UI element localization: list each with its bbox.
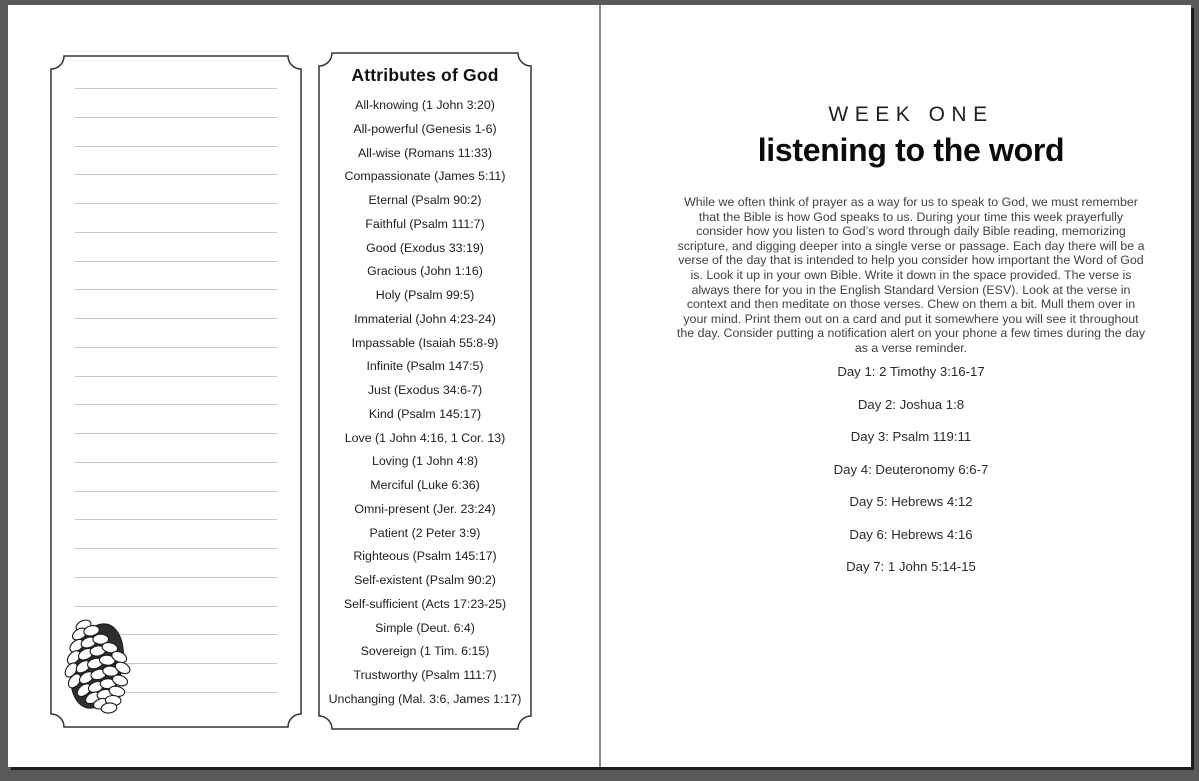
- attribute-item: Self-existent (Psalm 90:2): [354, 573, 496, 587]
- attribute-item: Gracious (John 1:16): [367, 264, 483, 279]
- ruled-line: [75, 347, 277, 348]
- ruled-line: [75, 117, 277, 118]
- ruled-line: [75, 376, 277, 377]
- attribute-item: Kind (Psalm 145:17): [368, 406, 482, 421]
- day-item: Day 2: Joshua 1:8: [857, 396, 965, 412]
- attribute-item: Righteous (Psalm 145:17): [353, 549, 497, 564]
- attributes-panel: [318, 52, 532, 730]
- day-item: Day 6: Hebrews 4:16: [849, 526, 973, 542]
- ruled-line: [75, 203, 277, 204]
- ruled-line: [75, 261, 277, 262]
- attribute-item: Loving (1 John 4:8): [371, 454, 479, 469]
- week-kicker: WEEK ONE: [828, 103, 994, 126]
- attribute-item: Just (Exodus 34:6-7): [367, 383, 483, 397]
- day-item: Day 5: Hebrews 4:12: [849, 494, 973, 509]
- attribute-item: Compassionate (James 5:11): [344, 169, 506, 184]
- ruled-line: [75, 232, 277, 233]
- day-item: Day 7: 1 John 5:14-15: [846, 559, 976, 574]
- attributes-list: [318, 94, 532, 712]
- attribute-item: All-powerful (Genesis 1-6): [353, 121, 497, 136]
- ruled-line: [75, 606, 277, 607]
- ruled-line: [112, 663, 277, 664]
- attribute-item: Holy (Psalm 99:5): [375, 288, 475, 302]
- day-item: Day 4: Deuteronomy 6:6-7: [833, 461, 989, 477]
- ruled-line: [75, 174, 277, 175]
- attribute-item: Self-sufficient (Acts 17:23-25): [343, 596, 507, 611]
- ruled-line: [75, 318, 277, 319]
- attribute-item: Trustworthy (Psalm 111:7): [353, 668, 497, 682]
- attribute-item: Love (1 John 4:16, 1 Cor. 13): [344, 430, 506, 445]
- right-page: [601, 5, 1191, 767]
- ruled-line: [112, 692, 277, 693]
- attribute-item: Infinite (Psalm 147:5): [366, 359, 484, 374]
- ruled-line: [75, 404, 277, 405]
- attribute-item: Immaterial (John 4:23-24): [354, 311, 496, 326]
- ruled-line: [75, 289, 277, 290]
- notes-box: [50, 55, 302, 728]
- ruled-line: [75, 433, 277, 434]
- week-title: listening to the word: [757, 132, 1065, 168]
- ruled-line: [75, 577, 277, 578]
- ruled-line: [75, 146, 277, 147]
- ruled-line: [75, 519, 277, 520]
- intro-paragraph: While we often think of prayer as a way for us to speak to God, we must remember that the Bible is how God speaks to us. During your time this week prayerfully consider how you listen to God’s word through daily Bible reading, memorizing scripture, and digging deeper into a single verse or passage. Each day there will be a verse of the day that is intended to help you consider how important the Word of God is. Look it up in your own Bible. Write it down in the space provided. The verse is always there for you in the English Standard Version (ESV). Look at the verse in context and then meditate on those verses. Chew on them a bit. Mull them over in your mind. Print them out on a card and put it somewhere you will see it throughout the day. Consider putting a notification alert on your phone a few times during the day as a verse reminder.: [676, 195, 1146, 355]
- ruled-line: [75, 548, 277, 549]
- attribute-item: Omni-present (Jer. 23:24): [354, 501, 496, 516]
- attribute-item: Faithful (Psalm 111:7): [365, 216, 485, 231]
- attribute-item: Simple (Deut. 6:4): [375, 620, 475, 635]
- attribute-item: Impassable (Isaiah 55:8-9): [351, 335, 499, 350]
- attribute-item: Eternal (Psalm 90:2): [368, 193, 482, 207]
- pinecone-illustration: [60, 615, 134, 715]
- left-page: [8, 5, 599, 767]
- ruled-line: [112, 634, 277, 635]
- ruled-line: [75, 88, 277, 89]
- ruled-line: [75, 491, 277, 492]
- ruled-line: [75, 462, 277, 463]
- attribute-item: All-knowing (1 John 3:20): [355, 98, 495, 112]
- attribute-item: Merciful (Luke 6:36): [370, 478, 480, 492]
- attribute-item: Unchanging (Mal. 3:6, James 1:17): [328, 691, 522, 706]
- attribute-item: All-wise (Romans 11:33): [357, 145, 493, 160]
- attributes-title: Attributes of God: [351, 65, 499, 85]
- day-item: Day 1: 2 Timothy 3:16-17: [837, 364, 985, 379]
- day-item: Day 3: Psalm 119:11: [850, 429, 972, 444]
- attribute-item: Sovereign (1 Tim. 6:15): [360, 644, 490, 659]
- attribute-item: Good (Exodus 33:19): [366, 240, 484, 255]
- day-list: [676, 365, 1146, 593]
- attribute-item: Patient (2 Peter 3:9): [369, 525, 481, 540]
- book-spread: [8, 5, 1191, 767]
